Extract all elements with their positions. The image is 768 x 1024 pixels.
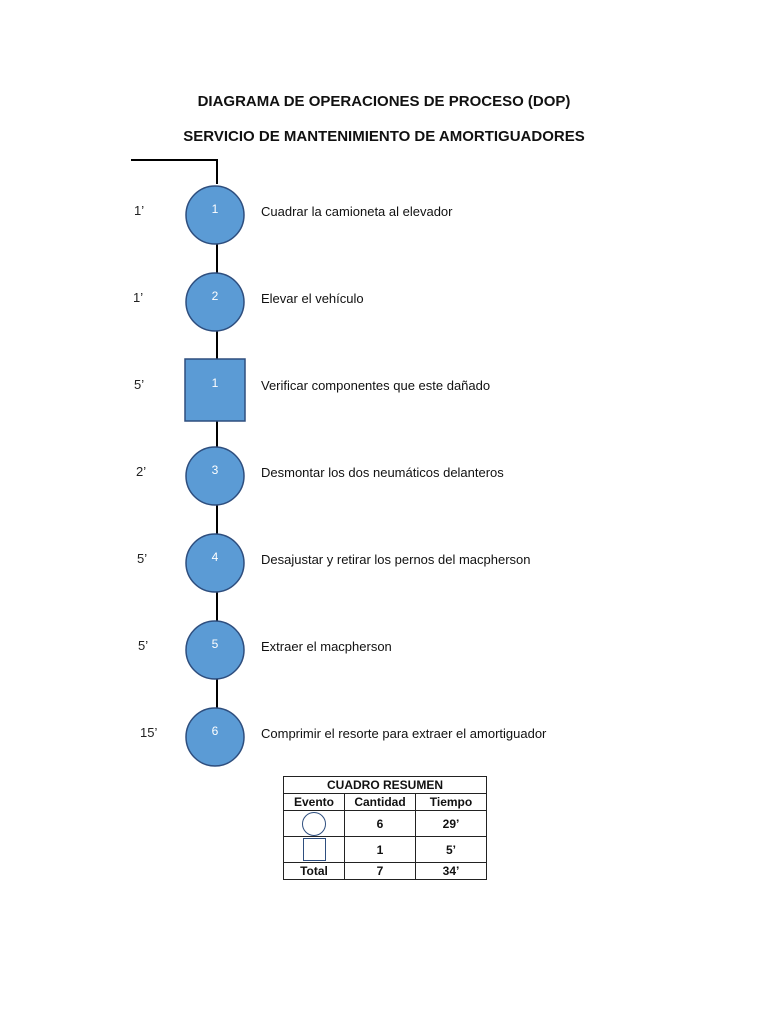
total-label: Total [284,863,345,880]
header-cantidad: Cantidad [345,794,416,811]
summary-title: CUADRO RESUMEN [284,777,487,794]
summary-table [283,776,487,880]
step-description: Cuadrar la camioneta al elevador [261,204,453,219]
circle-icon [302,812,326,836]
step-description: Elevar el vehículo [261,291,364,306]
step-description: Extraer el macpherson [261,639,392,654]
operation-count: 6 [345,811,416,837]
step-time: 1’ [133,290,144,305]
operation-symbol-cell [284,811,345,837]
step-number: 1 [211,376,219,390]
header-evento: Evento [284,794,345,811]
inspection-square [185,359,245,421]
step-description: Desajustar y retirar los pernos del macpherson [261,552,531,567]
step-number: 6 [211,724,219,738]
step-number: 3 [211,463,219,477]
inspection-symbol-cell [284,837,345,863]
step-time: 15’ [140,725,158,740]
operation-time: 29’ [416,811,487,837]
square-icon [303,838,326,861]
step-description: Desmontar los dos neumáticos delanteros [261,465,504,480]
header-tiempo: Tiempo [416,794,487,811]
step-time: 5’ [134,377,145,392]
step-number: 4 [211,550,219,564]
step-number: 5 [211,637,219,651]
diagram-title: DIAGRAMA DE OPERACIONES DE PROCESO (DOP) [197,93,571,110]
step-time: 5’ [137,551,148,566]
step-time: 5’ [138,638,149,653]
diagram-subtitle: SERVICIO DE MANTENIMIENTO DE AMORTIGUADORES [183,128,585,145]
entry-line [131,160,217,184]
step-description: Verificar componentes que este dañado [261,378,491,393]
table-row [284,811,487,837]
total-count: 7 [345,863,416,880]
step-number: 2 [211,289,219,303]
step-number: 1 [211,202,219,216]
step-time: 1’ [134,203,145,218]
table-row-total [284,863,487,880]
inspection-count: 1 [345,837,416,863]
table-row [284,837,487,863]
total-time: 34’ [416,863,487,880]
step-time: 2’ [136,464,147,479]
inspection-time: 5’ [416,837,487,863]
step-description: Comprimir el resorte para extraer el amortiguador [261,726,547,741]
